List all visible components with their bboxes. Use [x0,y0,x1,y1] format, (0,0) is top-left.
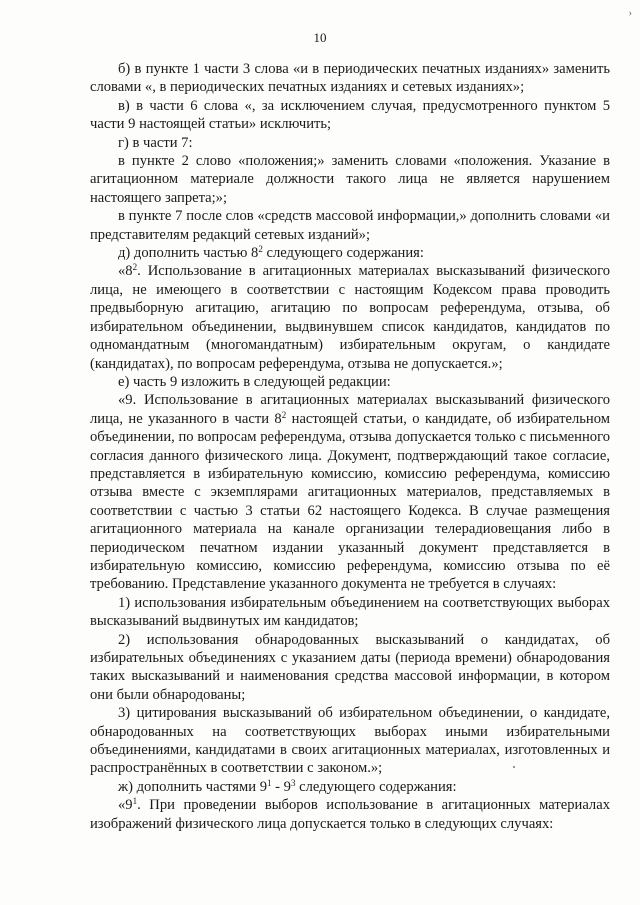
paragraph-zh: ж) дополнить частями $9^1 - 9^3$ следующего содержания: [118,777,457,795]
corner-mark: › [628,8,632,19]
paragraph-g-point-2: в пункте 2 слово «положения;» заменить словами «положения. Указание в агитационном материале должности такого лица не является нарушением настоящего запрета;»; [90,153,610,206]
paragraph-v: в) в части 6 слова «, за исключением случая, предусмотренного пунктом 5 части 9 настоящей статьи» исключить; [90,97,610,133]
list-item-1: 1) использования избирательным объединением на соответствующих выборах высказываний выдвинутых им кандидатов; [90,594,610,630]
page-number: 10 [313,30,327,45]
paragraph-part-8-2: «$8^2$. Использование в агитационных материалах высказываний физического лица, не имеющего в соответствии с настоящим Кодексом права проводить предвыборную агитацию, агитацию по вопросам референдума, отзыва, об избирательном объединении, выдвинувшем список кандидатов, кандидатов по одномандатным (многомандатным) избирательным округам, о кандидате (кандидатах), по вопросам референдума, отзыва не допускается.»; [90,262,610,372]
list-item-2: 2) использования обнародованных высказываний о кандидатах, об избирательных объединениях с указанием даты (периода времени) обнародования таких высказываний и наименования средства массовой информации, в котором они были обнародованы; [90,631,610,703]
scan-speck [513,766,515,768]
paragraph-part-9-1: «$9^1$. При проведении выборов использование в агитационных материалах изображений физического лица допускается только в следующих случаях: [90,796,610,832]
paragraph-d: д) дополнить частью $8^2$ следующего содержания: [118,244,424,262]
paragraph-b: б) в пункте 1 части 3 слова «и в периодических печатных изданиях» заменить словами «, в периодических печатных изданиях и сетевых изданиях»; [90,61,610,96]
paragraph-g-point-7: в пункте 7 после слов «средств массовой информации,» дополнить словами «и представителям редакций сетевых изданий»; [90,208,610,243]
paragraph-e: е) часть 9 изложить в следующей редакции: [118,373,391,390]
paragraph-g: г) в части 7: [118,134,193,151]
list-item-3: 3) цитирования высказываний об избирательном объединении, о кандидате, обнародованных на соответствующих выборах иными избирательными объединениями, кандидатами в своих агитационных материалах, изготовленных и распространённых в соответствии с законом.»; [90,705,610,777]
document-body [90,60,610,833]
paragraph-part-9: «9. Использование в агитационных материалах высказываний физического лица, не указанного в части $8^2$ настоящей статьи, о кандидате, об избирательном объединении, по вопросам референдума, отзыва допускается только с письменного согласия данного физического лица. Документ, подтверждающий такое согласие, представляется в избирательную комиссию, комиссию референдума, комиссию отзыва вместе с экземплярами агитационных материалов, представляемых в соответствии с частью 3 статьи 62 настоящего Кодекса. В случае размещения агитационного материала на канале организации телерадиовещания либо в периодическом печатном издании указанный документ представляется в избирательную комиссию, комиссию референдума, комиссию отзыва по её требованию. Представление указанного документа не требуется в случаях: [90,392,610,593]
